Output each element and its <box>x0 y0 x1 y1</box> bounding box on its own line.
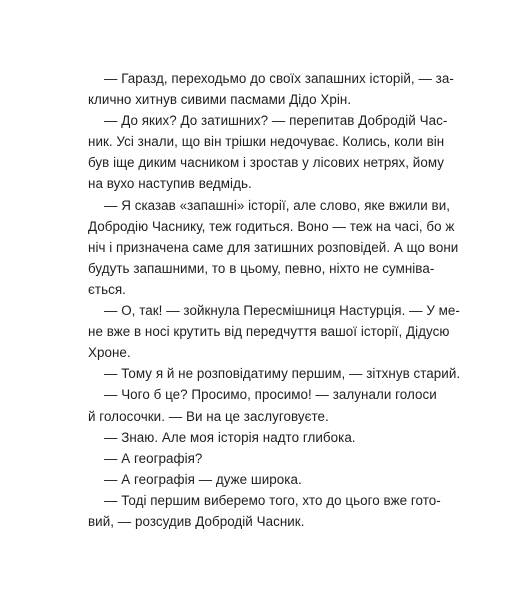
text-line: на вухо наступив ведмідь. <box>88 176 252 192</box>
text-line: — До яких? До затишних? — перепитав Добродій Час- <box>104 113 448 129</box>
text-line: Добродію Часнику, теж годиться. Воно — теж на часі, бо ж <box>88 218 455 234</box>
text-line: — Тому я й не розповідатиму першим, — зітхнув старий. <box>104 366 461 382</box>
text-line: Хроне. <box>88 345 131 361</box>
text-line: — А географія? <box>104 450 203 466</box>
text-line: будуть запашними, то в цьому, певно, ніхто не сумніва- <box>88 260 435 276</box>
text-line: клично хитнув сивими пасмами Дідо Хрін. <box>88 92 352 108</box>
text-line: був іще диким часником і зростав у лісових нетрях, йому <box>88 155 444 171</box>
text-line: не вже в носі крутить від передчуття вашої історії, Дідусю <box>88 324 450 340</box>
text-line: — Тоді першим виберемо того, хто до цього вже гото- <box>104 492 441 508</box>
text-line: — Чого б це? Просимо, просимо! — залунали голоси <box>104 387 437 403</box>
text-line: — Знаю. Але моя історія надто глибока. <box>104 429 356 445</box>
text-line: вий, — розсудив Добродій Часник. <box>88 513 305 529</box>
text-line: — Я сказав «запашні» історії, але слово, яке вжили ви, <box>104 197 451 213</box>
body-text <box>88 68 461 532</box>
text-line: — О, так! — зойкнула Пересмішниця Настурція. — У ме- <box>104 303 460 319</box>
text-line: — Гаразд, переходьмо до своїх запашних історій, — за- <box>104 71 454 86</box>
text-line: — А географія — дуже широка. <box>104 471 302 487</box>
text-line: ніч і призначена саме для затишних розповідей. А що вони <box>88 239 459 255</box>
text-line: ник. Усі знали, що він трішки недочуває. Колись, коли він <box>88 134 445 150</box>
text-line: ється. <box>88 281 126 297</box>
text-line: й голосочки. — Ви на це заслуговуєте. <box>88 408 329 424</box>
